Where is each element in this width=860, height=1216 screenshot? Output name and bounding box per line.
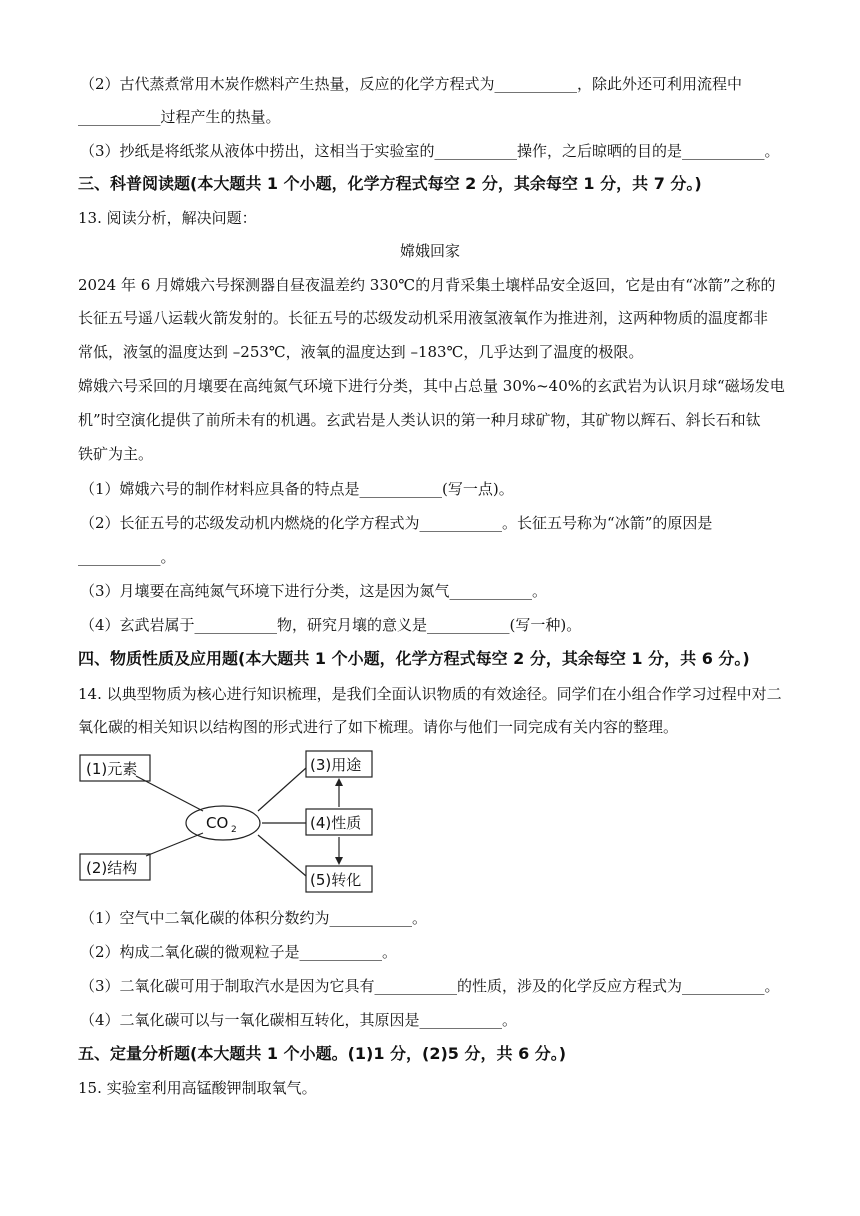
connector-line xyxy=(258,835,306,876)
article-line: 常低，液氢的温度达到 –253℃，液氧的温度达到 –183℃，几乎达到了温度的极限。 xyxy=(78,343,644,361)
q13-question: （2）长征五号的芯级发动机内燃烧的化学方程式为___________。长征五号称为“冰箭”的原因是 xyxy=(80,514,713,532)
section5-heading: 五、定量分析题(本大题共 1 个小题。(1)1 分，(2)5 分，共 6 分。) xyxy=(78,1044,567,1063)
q14-question: （1）空气中二氧化碳的体积分数约为___________。 xyxy=(80,909,428,927)
article-line: 铁矿为主。 xyxy=(78,445,154,463)
node-structure-label: (2)结构 xyxy=(86,859,138,877)
article-line: 嫦娥六号采回的月壤要在高纯氮气环境下进行分类，其中占总量 30%~40%的玄武岩为认识月球“磁场发电 xyxy=(78,377,785,395)
q14-stem-line1: 14. 以典型物质为核心进行知识梳理，是我们全面认识物质的有效途径。同学们在小组合作学习过程中对二 xyxy=(78,685,782,703)
arrowhead-down-icon xyxy=(335,857,343,865)
q12-part2-line1: （2）古代蒸煮常用木炭作燃料产生热量，反应的化学方程式为___________，除此外还可利用流程中 xyxy=(80,75,743,93)
section4-heading: 四、物质性质及应用题(本大题共 1 个小题，化学方程式每空 2 分，其余每空 1 分，共 6 分。) xyxy=(78,649,750,668)
q13-question: ___________。 xyxy=(78,548,176,566)
node-elements-label: (1)元素 xyxy=(86,760,138,778)
q13-question: （4）玄武岩属于___________物，研究月壤的意义是___________(写一种)。 xyxy=(80,616,582,634)
q12-part3: （3）抄纸是将纸浆从液体中捞出，这相当于实验室的___________操作，之后晾晒的目的是___________。 xyxy=(80,142,780,160)
q13-stem: 13. 阅读分析，解决问题： xyxy=(78,209,257,227)
q12-part2-line2: ___________过程产生的热量。 xyxy=(78,108,281,126)
article-title: 嫦娥回家 xyxy=(399,242,460,260)
node-transformation-label: (5)转化 xyxy=(310,871,362,889)
article-line: 2024 年 6 月嫦娥六号探测器自昼夜温差约 330℃的月背采集土壤样品安全返回，它是由有“冰箭”之称的 xyxy=(78,276,776,294)
q13-question: （1）嫦娥六号的制作材料应具备的特点是___________(写一点)。 xyxy=(80,480,514,498)
arrowhead-up-icon xyxy=(335,778,343,786)
co2-structure-diagram xyxy=(78,746,398,896)
article-line: 机”时空演化提供了前所未有的机遇。玄武岩是人类认识的第一种月球矿物，其矿物以辉石、斜长石和钛 xyxy=(78,411,761,429)
q13-question: （3）月壤要在高纯氮气环境下进行分类，这是因为氮气___________。 xyxy=(80,582,548,600)
connector-line xyxy=(258,768,306,811)
article-line: 长征五号遥八运载火箭发射的。长征五号的芯级发动机采用液氢液氧作为推进剂，这两种物质的温度都非 xyxy=(78,309,769,327)
section3-heading: 三、科普阅读题(本大题共 1 个小题，化学方程式每空 2 分，其余每空 1 分，共 7 分。) xyxy=(78,174,702,193)
q14-question: （4）二氧化碳可以与一氧化碳相互转化，其原因是___________。 xyxy=(80,1011,518,1029)
node-uses-label: (3)用途 xyxy=(310,756,362,774)
q14-stem-line2: 氧化碳的相关知识以结构图的形式进行了如下梳理。请你与他们一同完成有关内容的整理。 xyxy=(78,718,679,736)
co2-subscript: 2 xyxy=(231,825,237,835)
connector-line xyxy=(146,833,203,856)
q15-stem: 15. 实验室利用高锰酸钾制取氧气。 xyxy=(78,1079,317,1097)
q14-question: （3）二氧化碳可用于制取汽水是因为它具有___________的性质，涉及的化学反应方程式为___________。 xyxy=(80,977,780,995)
q14-question: （2）构成二氧化碳的微观粒子是___________。 xyxy=(80,943,398,961)
node-properties-label: (4)性质 xyxy=(310,814,362,832)
co2-label: CO xyxy=(206,814,229,832)
